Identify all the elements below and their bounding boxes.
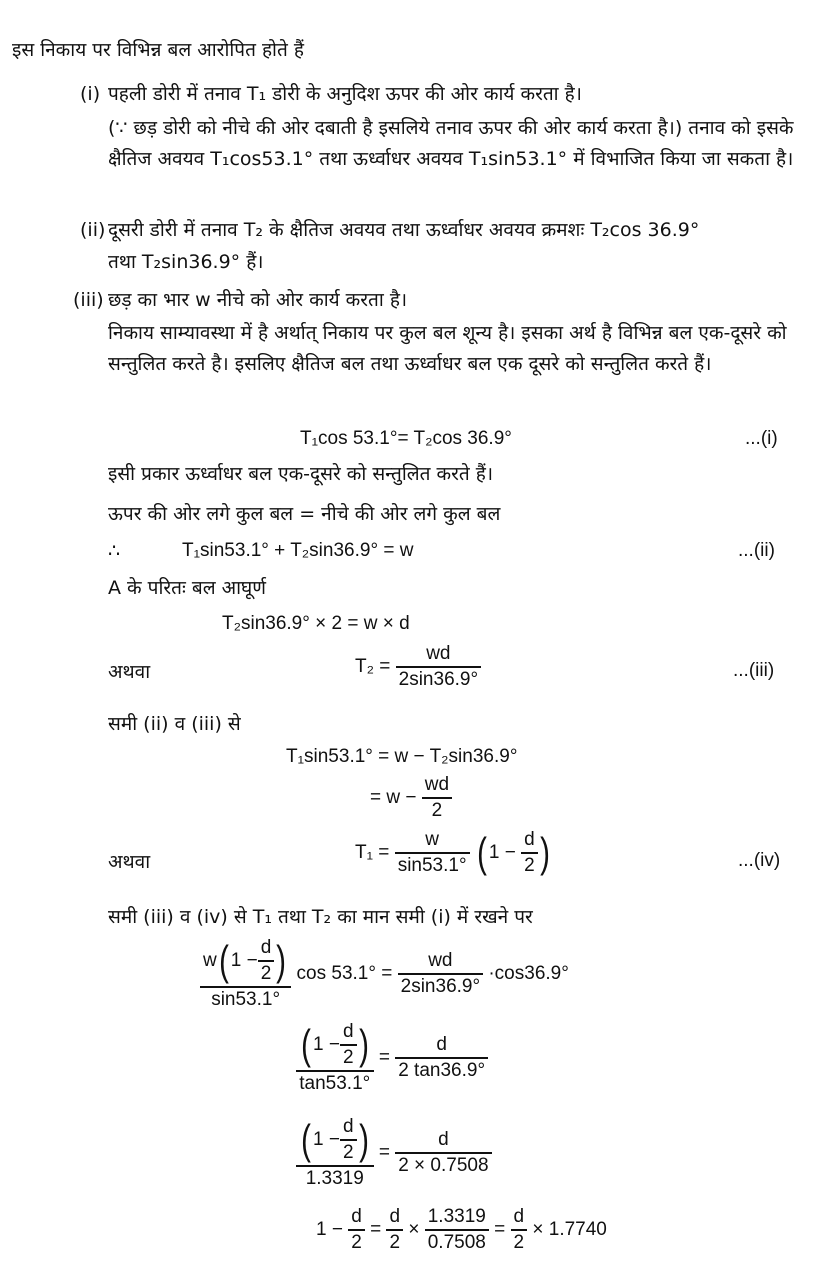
fraction-numerator: w (395, 828, 470, 854)
athva-label-1: अथवा (108, 661, 151, 683)
fraction-numerator: d (340, 1020, 357, 1046)
fraction-denominator: 2 (513, 1232, 525, 1253)
fraction-denominator: 0.7508 (427, 1232, 486, 1253)
equation-7-right-fraction (395, 1128, 491, 1178)
item-3-label: (iii) (73, 289, 104, 311)
fraction-numerator: wd (422, 773, 452, 799)
equation-6-left-fraction (296, 1020, 374, 1096)
cos-factor: ·cos36.9° (488, 963, 569, 985)
left-paren: ( (301, 1021, 311, 1068)
equation-3-fraction (396, 642, 481, 692)
right-paren: ) (358, 1021, 369, 1068)
fraction-denominator: 2 (524, 855, 535, 876)
fraction-denominator: 2 tan36.9° (398, 1060, 486, 1081)
item-3-paragraph: निकाय साम्यावस्था में है अर्थात् निकाय पर कुल बल शून्य है। इसका अर्थ है विभिन्न बल एक-दूसरे को सन्तुलित करते है। इसलिए क्षैतिज बल तथा ऊर्ध्वाधर बल एक दूसरे को सन्तुलित करते हैं। (108, 322, 787, 375)
equals-sign: = (370, 1219, 382, 1241)
paren-inner: 1 − (488, 842, 516, 864)
equals-sign: = (378, 1047, 390, 1069)
fraction-denominator: 2 (389, 1232, 401, 1253)
equation-2-tag: ...(ii) (738, 540, 775, 561)
vertical-balance-text: इसी प्रकार ऊर्ध्वाधर बल एक-दूसरे को सन्तुलित करते हैं। (108, 463, 494, 485)
paren-inner: 1 − (313, 1129, 340, 1151)
item-1-label: (i) (80, 83, 101, 105)
fraction-denominator: 2 (431, 800, 443, 821)
fraction-d-over-2 (386, 1205, 403, 1255)
fraction-numerator: d (258, 936, 275, 962)
cos-term: cos 53.1° = (296, 963, 393, 985)
equation-7 (296, 1115, 492, 1191)
right-paren: ) (358, 1116, 369, 1163)
fraction-numerator: d (511, 1205, 528, 1231)
fraction-denominator: tan53.1° (299, 1073, 371, 1094)
fraction-numerator: wd (398, 949, 483, 975)
right-paren: ) (276, 937, 287, 984)
fraction-numerator: d (386, 1205, 403, 1231)
equation-1: T₁cos 53.1°= T₂cos 36.9° (300, 428, 512, 449)
athva-label-2: अथवा (108, 851, 151, 873)
equation-4c (355, 828, 552, 878)
fraction-numerator: d (348, 1205, 365, 1231)
w-symbol: w (203, 950, 217, 972)
equation-3-tag: ...(iii) (733, 660, 775, 681)
fraction-numerator: d (395, 1128, 491, 1154)
equation-4b-fraction (422, 773, 452, 823)
equation-4c-fraction (395, 828, 470, 878)
item-2-label: (ii) (80, 219, 106, 241)
substitute-text: समी (iii) व (iv) से T₁ तथा T₂ का मान समी (i) में रखने पर (108, 906, 533, 928)
equation-5-left-fraction (200, 936, 291, 1012)
item-1-paragraph: (∵ छड़ डोरी को नीचे की ओर दबाती है इसलिये तनाव ऊपर की ओर कार्य करता है।) तनाव को इसके क्षैतिज अवयव T₁cos53.1° तथा ऊर्ध्वाधर अवयव T₁sin53.1° में विभाजित किया जा सकता है। (108, 117, 794, 170)
times-sign: × (408, 1219, 420, 1241)
fraction-d-over-2 (348, 1205, 365, 1255)
fraction-denominator: sin53.1° (211, 989, 281, 1010)
inner-fraction (340, 1020, 357, 1070)
paren-inner: 1 − (313, 1034, 340, 1056)
from-eq-2-3-text: समी (ii) व (iii) से (108, 713, 241, 735)
equation-2: T₁sin53.1° + T₂sin36.9° = w (182, 540, 414, 561)
equation-4b-lhs: = w − (370, 787, 417, 809)
equation-3 (355, 642, 481, 692)
paren-inner: 1 − (230, 950, 258, 972)
fraction-d-over-2 (511, 1205, 528, 1255)
equation-6 (296, 1020, 488, 1096)
inner-fraction (258, 936, 275, 986)
equation-5-right-fraction (398, 949, 483, 999)
equation-4c-lhs: T₁ = (355, 842, 390, 864)
torque-equation: T₂sin36.9° × 2 = w × d (222, 613, 410, 634)
left-paren: ( (476, 829, 487, 876)
inner-fraction (340, 1115, 357, 1165)
left-paren: ( (218, 937, 229, 984)
left-paren: ( (301, 1116, 311, 1163)
equation-1-tag: ...(i) (745, 428, 778, 449)
fraction-denominator: 2 × 0.7508 (398, 1155, 489, 1176)
equation-4a: T₁sin53.1° = w − T₂sin36.9° (286, 746, 518, 767)
fraction-numerator: d (340, 1115, 357, 1141)
fraction-ratio (425, 1205, 489, 1255)
fraction-numerator: d (521, 828, 538, 854)
equation-4-tag: ...(iv) (738, 850, 781, 871)
item-3-line-1: छड़ का भार w नीचे को ओर कार्य करता है। (108, 289, 408, 311)
fraction-numerator: d (395, 1033, 488, 1059)
equals-sign: = (378, 1142, 390, 1164)
item-2-line-2: तथा T₂sin36.9° हैं। (108, 251, 264, 273)
intro-text: इस निकाय पर विभिन्न बल आरोपित होते हैं (12, 39, 304, 61)
fraction-denominator: 2 (351, 1232, 362, 1253)
item-1-line: पहली डोरी में तनाव T₁ डोरी के अनुदिश ऊपर की ओर कार्य करता है। (108, 83, 582, 105)
up-down-force-text: ऊपर की ओर लगे कुल बल = नीचे की ओर लगे कुल बल (108, 503, 501, 525)
therefore-symbol: ∴ (108, 541, 121, 562)
equation-4b (370, 773, 452, 823)
fraction-numerator (200, 936, 291, 988)
torque-text: A के परितः बल आघूर्ण (108, 577, 267, 599)
fraction-numerator: 1.3319 (425, 1205, 489, 1231)
inner-fraction (521, 828, 538, 878)
fraction-numerator: wd (396, 642, 481, 668)
fraction-numerator (296, 1020, 374, 1072)
equals-sign: = (494, 1219, 506, 1241)
fraction-numerator (296, 1115, 374, 1167)
fraction-denominator: sin53.1° (397, 855, 467, 876)
equation-7-left-fraction (296, 1115, 374, 1191)
fraction-denominator: 2sin36.9° (398, 669, 479, 690)
equation-6-right-fraction (395, 1033, 488, 1083)
one-minus: 1 − (316, 1219, 343, 1241)
fraction-denominator: 2 (260, 963, 272, 984)
equation-8 (316, 1205, 607, 1255)
fraction-denominator: 2 (342, 1047, 354, 1068)
fraction-denominator: 1.3319 (305, 1168, 364, 1189)
item-2-line-1: दूसरी डोरी में तनाव T₂ के क्षैतिज अवयव तथा ऊर्ध्वाधर अवयव क्रमशः T₂cos 36.9° (108, 219, 700, 241)
equation-3-lhs: T₂ = (355, 656, 391, 678)
times-result: × 1.7740 (532, 1219, 607, 1241)
fraction-denominator: 2sin36.9° (400, 976, 481, 997)
right-paren: ) (539, 829, 550, 876)
equation-5 (200, 936, 569, 1012)
fraction-denominator: 2 (342, 1142, 354, 1163)
